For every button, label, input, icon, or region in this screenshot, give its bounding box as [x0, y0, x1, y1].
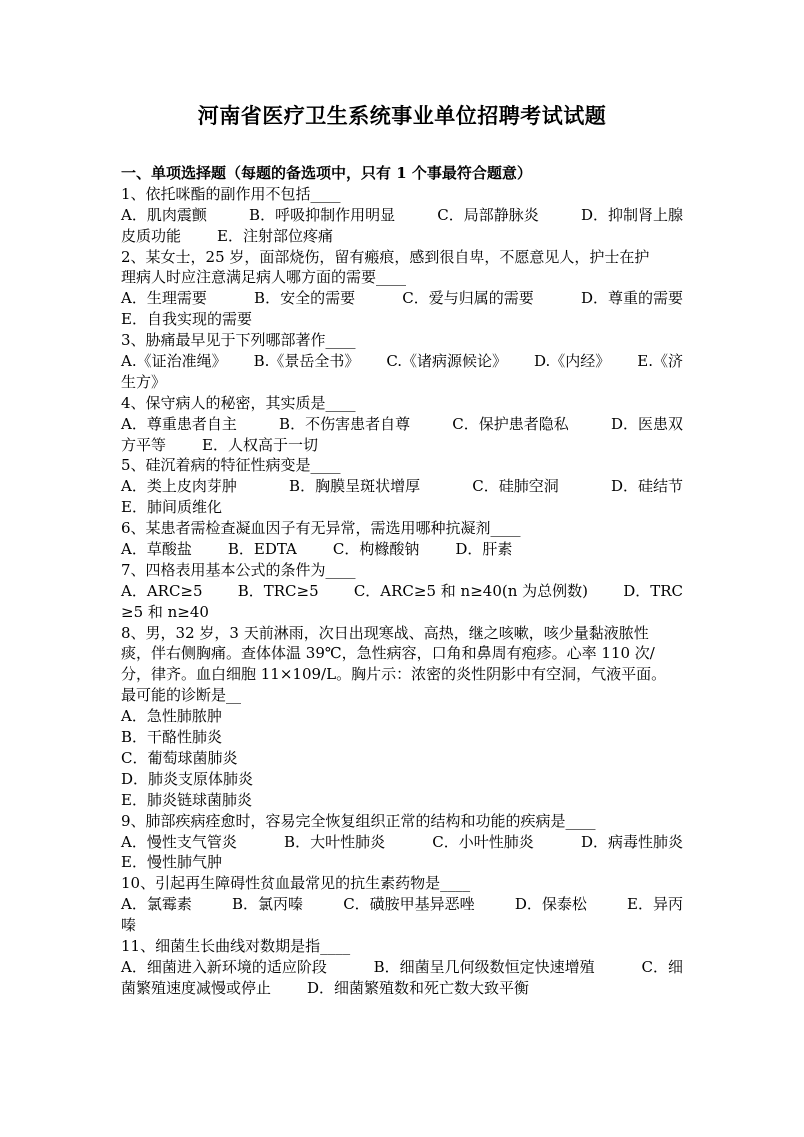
question-9-stem: 9、肺部疾病痊愈时，容易完全恢复组织正常的结构和功能的疾病是____	[121, 811, 596, 830]
option-b: B．氯丙嗪	[232, 895, 304, 914]
option-c: C．ARC≥5 和 n≥40(n 为总例数)	[353, 581, 589, 600]
option-c: C．保护患者隐私	[452, 414, 569, 433]
option-d: D．保泰松	[514, 895, 587, 914]
option-a: A．氯霉素	[121, 895, 192, 914]
question-5-stem: 5、硅沉着病的特征性病变是____	[121, 456, 341, 475]
option-a: A．草酸盐	[121, 540, 192, 559]
option-a: A．急性肺脓肿	[121, 707, 222, 726]
question-9-options	[121, 832, 683, 853]
option-d-cont: ≥5 和 n≥40	[121, 602, 209, 621]
question-8-stem: 8、男，32 岁，3 天前淋雨，次日出现寒战、高热，继之咳嗽，咳少量黏液脓性	[121, 623, 649, 642]
option-e: E．肺间质维化	[121, 498, 222, 517]
question-7-stem: 7、四格表用基本公式的条件为____	[121, 560, 356, 579]
question-3-stem: 3、胁痛最早见于下列哪部著作____	[121, 331, 356, 350]
option-e-cont: 生方》	[121, 372, 167, 391]
option-d: D．病毒性肺炎	[580, 832, 683, 851]
option-c: C．局部静脉炎	[437, 205, 539, 224]
option-b: B．TRC≥5	[237, 581, 319, 600]
option-c-cont: 菌繁殖速度减慢或停止	[121, 978, 272, 997]
option-b: B．干酪性肺炎	[121, 728, 223, 747]
question-2-options	[121, 288, 683, 309]
option-d-cont: 皮质功能	[121, 226, 182, 245]
option-e: E．人权高于一切	[202, 435, 318, 454]
question-7-options	[121, 581, 683, 602]
option-b: B．胸膜呈斑状增厚	[289, 477, 421, 496]
option-d: D．细菌繁殖数和死亡数大致平衡	[307, 978, 530, 997]
question-8-stem-cont: 分，律齐。血白细胞 11×109/L。胸片示：浓密的炎性阴影中有空洞，气液平面。	[121, 665, 667, 684]
option-c: C．葡萄球菌肺炎	[121, 748, 238, 767]
question-8-stem-cont: 最可能的诊断是__	[121, 686, 242, 705]
question-2-stem-cont: 理病人时应注意满足病人哪方面的需要____	[121, 268, 407, 287]
option-d-cont: 方平等	[121, 435, 167, 454]
question-4-options-cont	[121, 435, 683, 456]
question-11-options	[121, 957, 683, 978]
option-d: D．医患双	[610, 414, 683, 433]
option-a: A．慢性支气管炎	[121, 832, 237, 851]
option-a: A．类上皮肉芽肿	[121, 477, 237, 496]
option-e: E.《济	[637, 352, 683, 371]
option-d: D．肺炎支原体肺炎	[121, 769, 254, 788]
option-e-cont: 嗪	[121, 916, 137, 935]
question-11-stem: 11、细菌生长曲线对数期是指____	[121, 936, 351, 955]
option-a: A.《证治准绳》	[121, 352, 227, 371]
question-1-options-cont	[121, 226, 683, 247]
option-c: C.《诸病源候论》	[386, 352, 508, 371]
option-e: E．注射部位疼痛	[217, 226, 333, 245]
option-a: A．尊重患者自主	[121, 414, 237, 433]
option-d: D．肝素	[455, 540, 513, 559]
question-6-options	[121, 539, 683, 560]
question-4-stem: 4、保守病人的秘密，其实质是____	[121, 393, 356, 412]
option-b: B.《景岳全书》	[253, 352, 360, 371]
option-e: E．慢性肺气肿	[121, 853, 222, 872]
option-d: D．尊重的需要	[580, 289, 683, 308]
option-c: C．磺胺甲基异恶唑	[343, 895, 475, 914]
document-title: 河南省医疗卫生系统事业单位招聘考试试题	[197, 103, 607, 128]
question-4-options	[121, 414, 683, 435]
option-a: A．肌肉震颤	[121, 205, 207, 224]
option-e: E．自我实现的需要	[121, 310, 252, 329]
option-b: B．大叶性肺炎	[284, 832, 386, 851]
question-11-options-cont	[121, 978, 683, 999]
option-c: C．硅肺空洞	[472, 477, 559, 496]
question-1-options	[121, 205, 683, 226]
question-1-stem: 1、依托咪酯的副作用不包括____	[121, 184, 341, 203]
option-b: B．安全的需要	[254, 289, 356, 308]
question-2-stem: 2、某女士，25 岁，面部烧伤，留有瘢痕，感到很自卑，不愿意见人，护士在护	[121, 247, 650, 266]
option-a: A．生理需要	[121, 289, 207, 308]
question-3-options	[121, 351, 683, 372]
option-b: B．细菌呈几何级数恒定快速增殖	[373, 957, 595, 976]
option-d: D.《内经》	[534, 352, 611, 371]
option-d: D．TRC	[623, 581, 683, 600]
question-5-options	[121, 476, 683, 497]
option-b: B．不伤害患者自尊	[279, 414, 411, 433]
question-8-stem-cont: 痰，伴右侧胸痛。查体体温 39℃，急性病容，口角和鼻周有疱疹。心率 110 次/	[121, 644, 655, 663]
question-10-stem: 10、引起再生障碍性贫血最常见的抗生素药物是____	[121, 874, 471, 893]
option-c: C．小叶性肺炎	[432, 832, 534, 851]
option-a: A．ARC≥5	[121, 581, 203, 600]
option-c: C．枸橼酸钠	[332, 540, 420, 559]
option-a: A．细菌进入新环境的适应阶段	[121, 957, 327, 976]
question-list	[121, 163, 683, 999]
option-e: E．异丙	[627, 895, 683, 914]
section-heading: 一、单项选择题（每题的备选项中，只有 1 个事最符合题意）	[121, 164, 532, 182]
option-d: D．硅结节	[610, 477, 683, 496]
option-c: C．爱与归属的需要	[402, 289, 534, 308]
question-6-stem: 6、某患者需检查凝血因子有无异常，需选用哪种抗凝剂____	[121, 519, 521, 538]
question-10-options	[121, 894, 683, 915]
option-b: B．EDTA	[227, 540, 297, 559]
option-c: C．细	[641, 957, 683, 976]
option-e: E．肺炎链球菌肺炎	[121, 790, 252, 809]
option-d: D．抑制肾上腺	[580, 205, 683, 224]
option-b: B．呼吸抑制作用明显	[249, 205, 396, 224]
